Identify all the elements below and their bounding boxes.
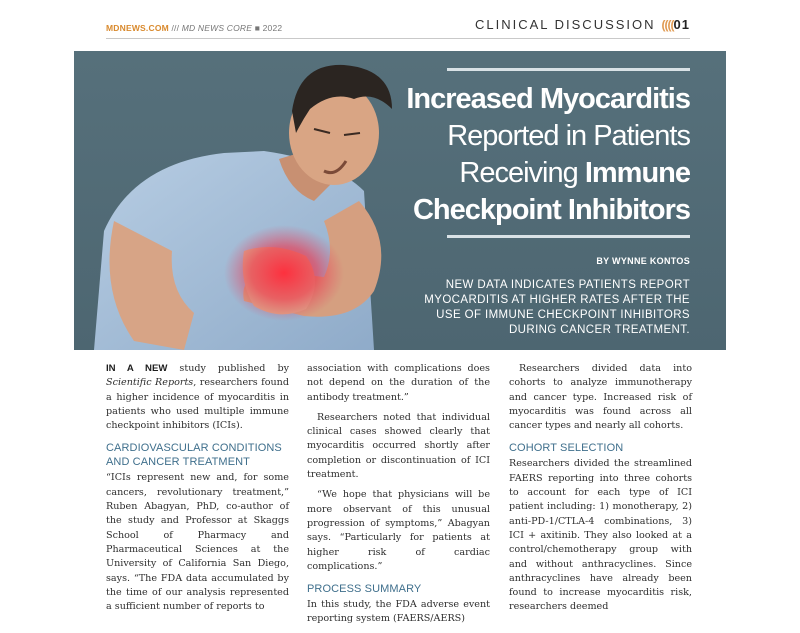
body-paragraph: Researchers divided the streamlined FAERS reporting into three cohorts to account for each type of ICI patient including: 1) monotherapy, 2) anti-PD-1/CTLA-4 combinations, 3) ICI + axitinib. They also looked at a control/chemotherapy group with and without anthracyclines. Since anthracyclines have already been found to increase myocarditis risk, researchers deemed: [509, 458, 692, 613]
title-line-1: Increased Myocarditis: [406, 83, 690, 115]
body-paragraph: Researchers divided data into cohorts to analyze immunotherapy and cancer type. Increased risk of myocarditis was found across all cancer types and nearly all cohorts.: [509, 363, 692, 432]
article-column-3: [509, 362, 692, 621]
intro-text-b: , researchers found a higher incidence of myocarditis in patients who used multiple immune checkpoint inhibitors (ICIs).: [106, 377, 289, 432]
page-header: [106, 17, 690, 39]
chevron-icon: ((((: [661, 18, 674, 32]
header-divider: [106, 38, 690, 39]
body-paragraph: In this study, the FDA adverse event reporting system (FAERS/AERS): [307, 599, 490, 625]
title-line-3-light: Receiving: [459, 157, 585, 189]
article-column-2: [307, 362, 490, 633]
section-label: [475, 17, 690, 32]
title-rule-bottom: [447, 235, 690, 238]
body-paragraph: association with complications does not depend on the duration of the antibody treatment.”: [307, 363, 490, 403]
section-heading-cohort: COHORT SELECTION: [509, 442, 624, 455]
hero-banner: [74, 51, 726, 350]
body-paragraph: Researchers noted that individual clinical cases showed clearly that myocarditis occurred shortly after completion or discontinuation of ICI treatment.: [307, 411, 490, 481]
edition-name: MD NEWS CORE: [181, 23, 253, 33]
intro-text-a: study published by: [167, 363, 290, 374]
byline: BY WYNNE KONTOS: [596, 256, 690, 266]
year: 2022: [262, 23, 283, 33]
article-column-1: [106, 362, 289, 620]
page-number: 01: [673, 17, 690, 32]
article-title: [390, 81, 690, 229]
article-deck: NEW DATA INDICATES PATIENTS REPORT MYOCARDITIS AT HIGHER RATES AFTER THE USE OF IMMUNE CHECKPOINT INHIBITORS DURING CANCER TREATMENT.: [424, 279, 690, 336]
site-name: MDNEWS.COM: [106, 23, 169, 33]
section-name: CLINICAL DISCUSSION: [474, 17, 656, 32]
section-heading-process: PROCESS SUMMARY: [307, 583, 422, 596]
publication-info: [106, 23, 282, 33]
square-icon: ■: [254, 23, 261, 33]
section-heading-cardiovascular: CARDIOVASCULAR CONDITIONS AND CANCER TREATMENT: [106, 442, 282, 469]
title-line-4: Checkpoint Inhibitors: [412, 194, 690, 226]
lead-in: IN A NEW: [106, 363, 168, 374]
intro-paragraph: [106, 362, 289, 433]
separator: ///: [171, 23, 180, 33]
body-paragraph: “ICIs represent new and, for some cancers, revolutionary treatment,” Ruben Abagyan, PhD, co-author of the study and Professor at Skaggs School of Pharmacy and Pharmaceutical Sciences at the University of California San Diego, says. “The FDA data accumulated by the time of our analysis represented a sufficient number of reports to: [106, 472, 289, 613]
journal-name: Scientific Reports: [106, 377, 194, 389]
title-line-3-bold: Immune: [584, 157, 690, 189]
body-paragraph: “We hope that physicians will be more observant of this unusual progression of symptoms,” Abagyan says. “Particularly for patients at higher risk of cardiac complications.”: [307, 489, 490, 572]
title-line-2: Reported in Patients: [447, 120, 690, 152]
title-rule-top: [447, 68, 690, 71]
